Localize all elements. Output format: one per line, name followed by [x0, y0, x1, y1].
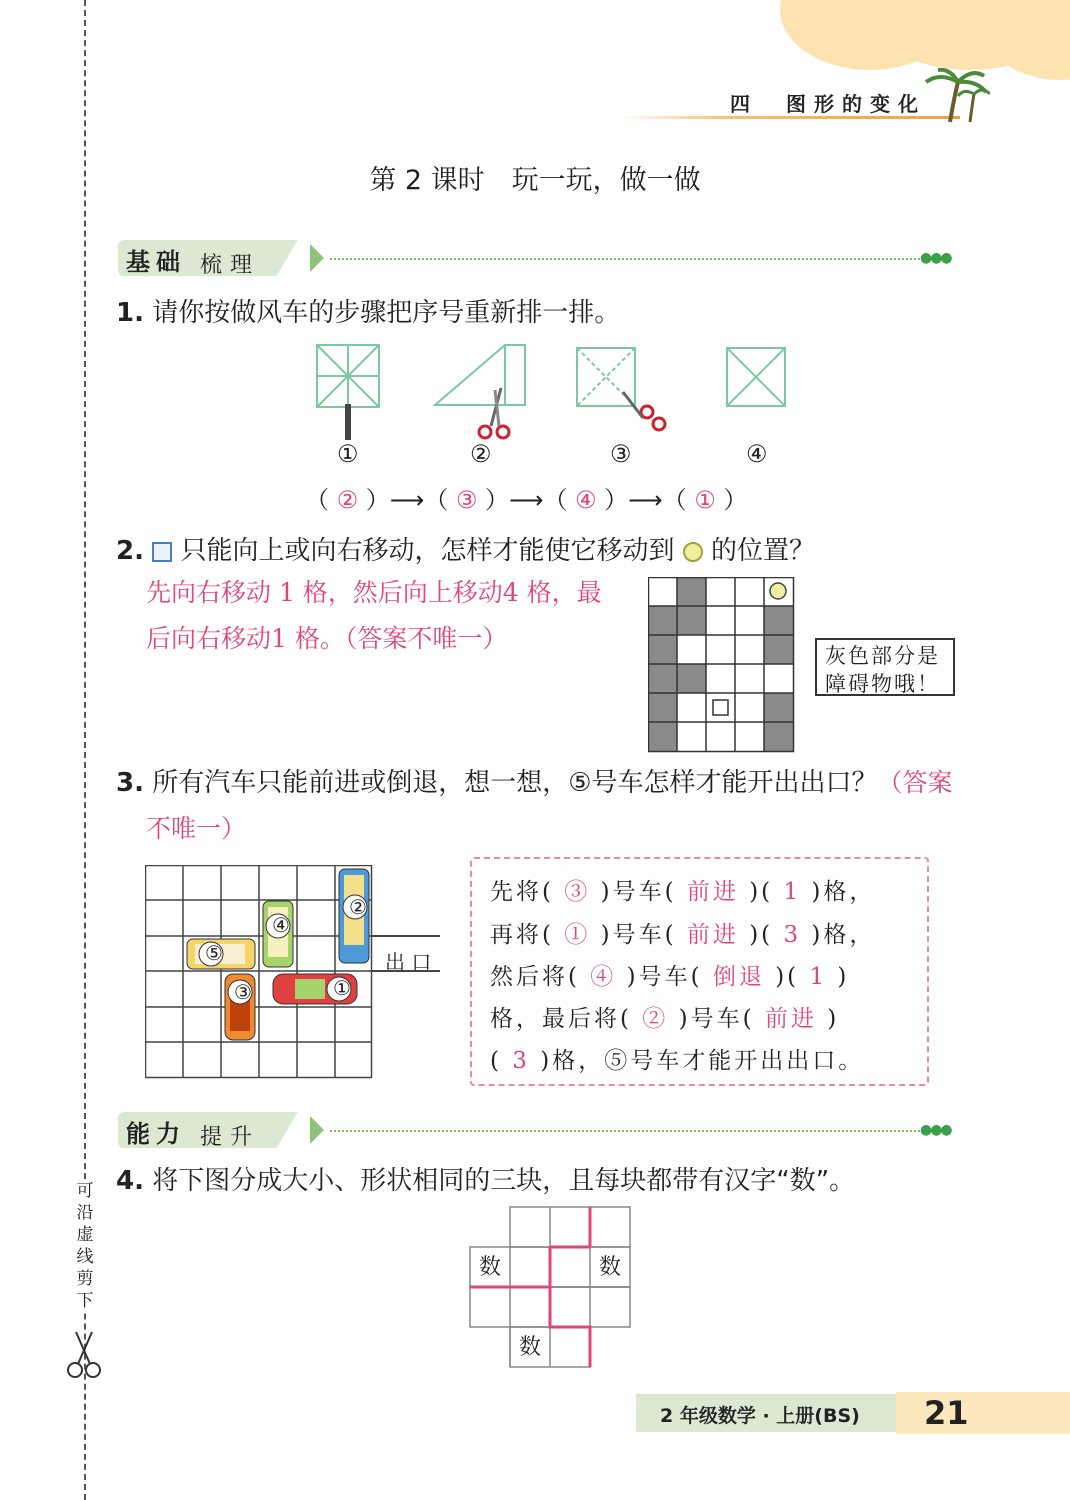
- step-label-4: ④: [746, 440, 768, 468]
- step-label-2: ②: [470, 440, 492, 468]
- page-number: 21: [924, 1394, 969, 1432]
- answer-line-4: 格，最后将( ② )号车( 前进 ): [490, 1006, 840, 1032]
- square-icon: [152, 542, 172, 562]
- answer-line-2: 再将( ① )号车( 前进 )( 3 )格，: [490, 922, 876, 948]
- pinwheel-steps-figure: [305, 340, 795, 440]
- banner-basic-main: 基础: [126, 248, 186, 276]
- section-banner-advance: [118, 1112, 328, 1148]
- grid-char-3: 数: [519, 1335, 542, 1360]
- answer-step-3: ④: [575, 486, 597, 514]
- grid-char-2: 数: [599, 1255, 622, 1280]
- answer-line-3: 然后将( ④ )号车( 倒退 )( 1 ): [490, 964, 850, 990]
- step-label-3: ③: [610, 440, 632, 468]
- cloud-decoration: [750, 0, 1070, 90]
- car-label-1: ①: [333, 976, 351, 1000]
- question-3: 3. 所有汽车只能前进或倒退，想一想，⑤号车怎样才能开出出口？（答案 不唯一）: [116, 768, 953, 843]
- chapter-title: 四 图形的变化: [730, 92, 926, 116]
- banner-advance-main: 能力: [126, 1120, 186, 1148]
- division-grid: [468, 1205, 634, 1369]
- grid-char-1: 数: [479, 1255, 502, 1280]
- banner-advance-sub: 提升: [200, 1125, 261, 1150]
- section-dots: ●●●: [920, 1122, 951, 1138]
- answer-step-2: ③: [455, 486, 478, 514]
- page-title: 第 2 课时 玩一玩，做一做: [369, 165, 701, 196]
- car-label-3: ③: [234, 980, 252, 1004]
- question-4: 4. 将下图分成大小、形状相同的三块，且每块都带有汉字“数”。: [116, 1166, 856, 1196]
- hint-speech-bubble: 灰色部分是障碍物哦！: [815, 638, 955, 696]
- step-label-1: ①: [337, 440, 359, 468]
- step-order-answer: （ ② ）⟶（ ③ ）⟶（ ④ ）⟶（ ① ）: [305, 486, 748, 514]
- circle-icon: [683, 542, 703, 562]
- answer-step-1: ②: [336, 486, 359, 514]
- page-number-bg: [896, 1392, 1070, 1434]
- question-1: 1. 请你按做风车的步骤把序号重新排一排。: [116, 298, 621, 328]
- exit-label: 出 口: [385, 950, 432, 974]
- banner-basic-sub: 梳理: [200, 253, 261, 278]
- book-title: 2 年级数学 · 上册(BS): [660, 1405, 860, 1427]
- car-label-5: ⑤: [205, 941, 223, 965]
- q2-answer: 先向右移动 1 格，然后向上移动4 格，最 后向右移动1 格。（答案不唯一）: [146, 578, 602, 653]
- section-dots: ●●●: [920, 250, 951, 266]
- cut-guide-text: 可沿虚线剪下: [72, 1180, 98, 1312]
- palm-tree-icon: [920, 68, 990, 124]
- section-divider: [330, 258, 920, 260]
- answer-line-5: ( 3 )格，⑤号车才能开出出口。: [490, 1048, 865, 1074]
- section-banner-basic: [118, 240, 328, 276]
- obstacle-grid: [648, 577, 798, 753]
- car-label-2: ②: [349, 895, 367, 919]
- answer-line-1: 先将( ③ )号车( 前进 )( 1 )格，: [490, 879, 876, 905]
- q3-answer-box: [470, 857, 929, 1086]
- section-divider: [330, 1130, 920, 1132]
- answer-step-4: ①: [694, 486, 716, 514]
- question-2: 2. 只能向上或向右移动，怎样才能使它移动到 的位置？: [116, 536, 816, 566]
- scissors-icon: [66, 1330, 102, 1380]
- car-label-4: ④: [272, 913, 290, 937]
